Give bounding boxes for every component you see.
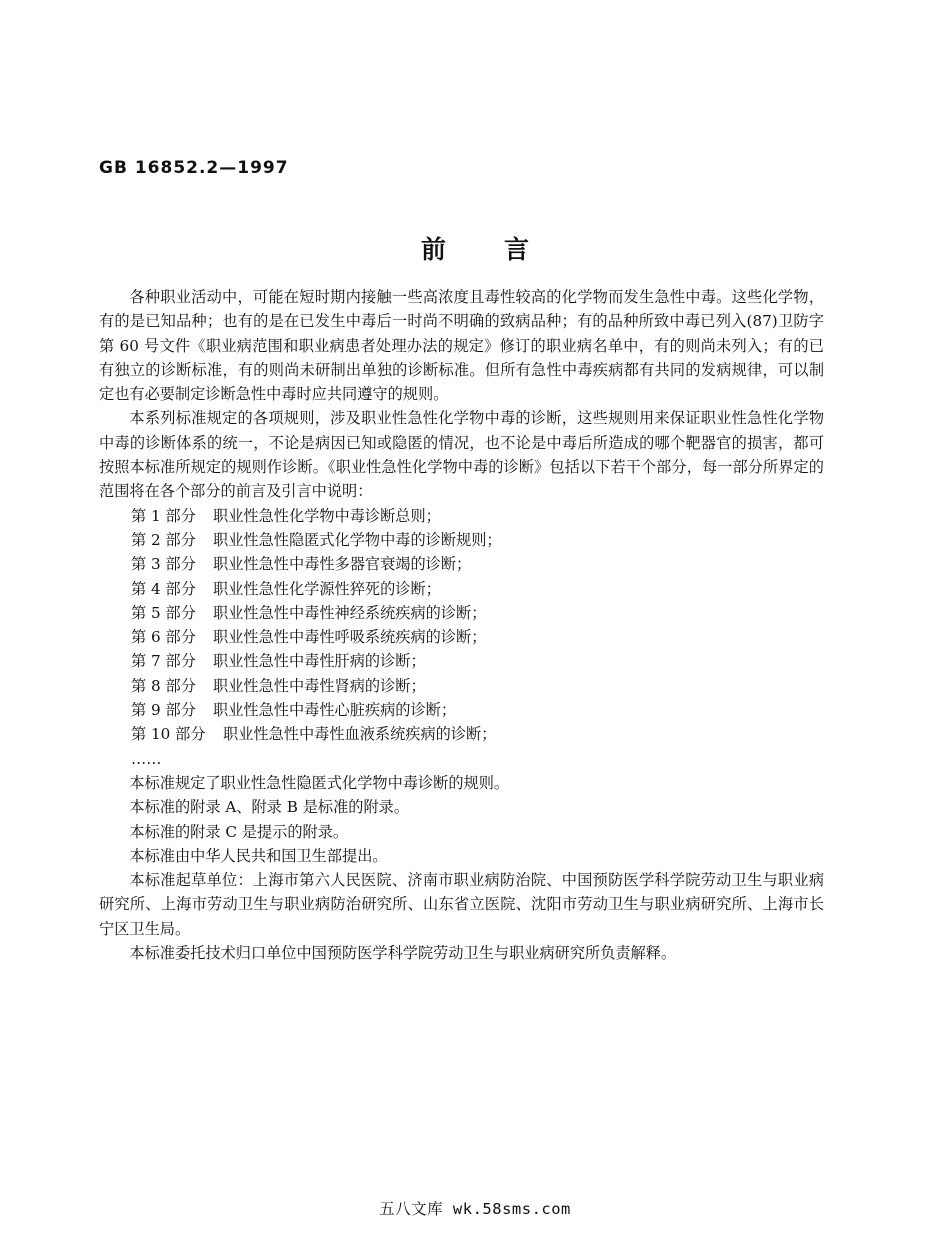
part-text: 职业性急性中毒性血液系统疾病的诊断； (223, 725, 497, 744)
part-number: 第 4 部分 (131, 579, 196, 598)
part-number: 第 1 部分 (131, 506, 196, 525)
part-text: 职业性急性中毒性肾病的诊断； (213, 676, 426, 695)
closing-paragraph: 本标准委托技术归口单位中国预防医学科学院劳动卫生与职业病研究所负责解释。 (129, 944, 677, 963)
closing-paragraph: 本标准规定了职业性急性隐匿式化学物中毒诊断的规则。 (129, 773, 510, 792)
part-number: 第 9 部分 (131, 701, 196, 720)
part-number: 第 7 部分 (131, 652, 196, 671)
part-text: 职业性急性中毒性多器官衰竭的诊断； (213, 555, 472, 574)
part-item (99, 552, 824, 576)
closing-paragraph: 本标准起草单位：上海市第六人民医院、济南市职业病防治院、中国预防医学科学院劳动卫生与职业病研究所、上海市劳动卫生与职业病防治研究所、山东省立医院、沈阳市劳动卫生与职业病研究所、上海市长宁区卫生局。 (99, 871, 824, 938)
part-text: 职业性急性中毒性心脏疾病的诊断； (213, 701, 456, 720)
closing-paragraph: 本标准的附录 A、附录 B 是标准的附录。 (129, 798, 410, 817)
part-number: 第 2 部分 (131, 530, 196, 549)
part-number: 第 5 部分 (131, 603, 196, 622)
part-item (99, 577, 824, 601)
footer-watermark: 五八文库 wk.58sms.com (379, 1200, 571, 1218)
part-number: 第 8 部分 (131, 676, 196, 695)
part-number: 第 6 部分 (131, 628, 196, 647)
paragraph: 本系列标准规定的各项规则，涉及职业性急性化学物中毒的诊断，这些规则用来保证职业性急性化学物中毒的诊断体系的统一，不论是病因已知或隐匿的情况，也不论是中毒后所造成的哪个靶器官的损害，都可按照本标准所规定的规则作诊断。《职业性急性化学物中毒的诊断》包括以下若干个部分，每一部分所界定的范围将在各个部分的前言及引言中说明： (99, 409, 824, 501)
part-text: 职业性急性化学源性猝死的诊断； (213, 579, 441, 598)
part-text: 职业性急性中毒性肝病的诊断； (213, 652, 426, 671)
part-number: 第 3 部分 (131, 555, 196, 574)
part-text: 职业性急性中毒性神经系统疾病的诊断； (213, 603, 487, 622)
closing-paragraph: 本标准的附录 C 是提示的附录。 (129, 822, 349, 841)
part-item (99, 722, 824, 746)
part-text: 职业性急性化学物中毒诊断总则； (213, 506, 441, 525)
part-item (99, 504, 824, 528)
part-item (99, 601, 824, 625)
document-body (99, 285, 824, 965)
part-item (99, 649, 824, 673)
closing-paragraph: 本标准由中华人民共和国卫生部提出。 (129, 846, 388, 865)
paragraph: 各种职业活动中，可能在短时期内接触一些高浓度且毒性较高的化学物而发生急性中毒。这些化学物，有的是已知品种；也有的是在已发生中毒后一时尚不明确的致病品种；有的品种所致中毒已列入(87)卫防字第 60 号文件《职业病范围和职业病患者处理办法的规定》修订的职业病名单中，有的则尚未列入；有的已有独立的诊断标准，有的则尚未研制出单独的诊断标准。但所有急性中毒疾病都有共同的发病规律，可以制定也有必要制定诊断急性中毒时应共同遵守的规则。 (99, 288, 824, 404)
part-text: 职业性急性隐匿式化学物中毒的诊断规则； (213, 530, 502, 549)
part-item (99, 625, 824, 649)
part-text: 职业性急性中毒性呼吸系统疾病的诊断； (213, 628, 487, 647)
page-title: 前言 (420, 235, 587, 264)
part-item (99, 528, 824, 552)
part-item (99, 698, 824, 722)
ellipsis: …… (131, 749, 162, 768)
standard-code: GB 16852.2—1997 (99, 158, 289, 178)
part-item (99, 674, 824, 698)
part-number: 第 10 部分 (131, 725, 206, 744)
